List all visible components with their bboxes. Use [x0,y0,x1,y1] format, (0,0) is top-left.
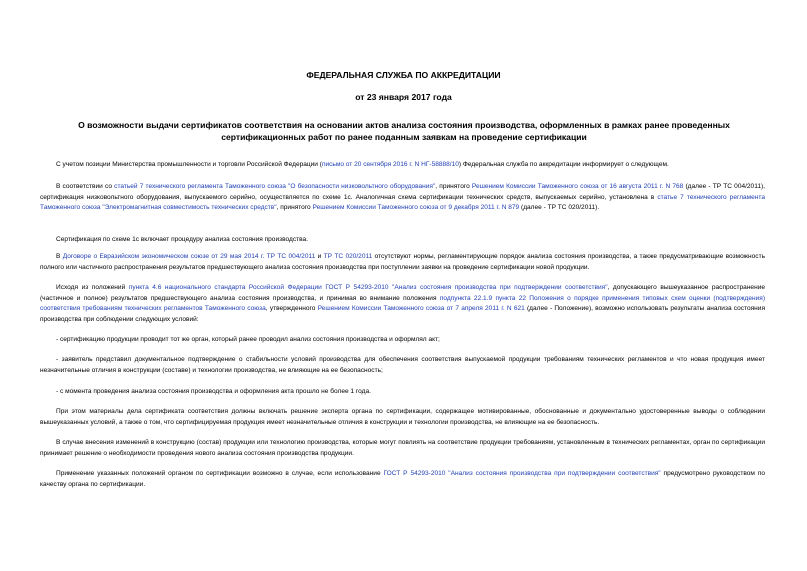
gost-clause-4-6-link[interactable]: пункта 4.6 национального стандарта Российской Федерации ГОСТ Р 54293-2010 "Анализ состояния производства при подтверждении соответствия" [128,284,608,291]
paragraph-text: , принятого [435,183,472,190]
condition-3 [40,387,765,398]
paragraph-text: Применение указанных положений органом по сертификации возможно в случае, если использование [56,470,384,477]
condition-1 [40,335,765,346]
paragraph-text: Исходя из положений [56,284,129,291]
paragraph-text: , допускающего вышеуказанное распространение (частичное и полное) результатов предшествующего анализа состояния производства, и принимая во внимание положения [40,284,765,302]
paragraph-1 [40,160,765,171]
paragraph-text: (далее - Положение), возможно использовать результаты анализа состояния производства при соблюдении следующих условий: [40,305,765,323]
paragraph-text: и [315,253,324,260]
paragraph-11 [40,469,765,490]
paragraph-text: предусмотрено руководством по качеству органа по сертификации. [40,470,766,488]
eaeu-treaty-link[interactable]: Договоре о Евразийском экономическом союзе от 29 мая 2014 г. [62,253,265,260]
gost-54293-link[interactable]: ГОСТ Р 54293-2010 "Анализ состояния производства при подтверждении соответствия" [383,470,661,477]
tr-ts-004-link[interactable]: ТР ТС 004/2011 [266,253,316,260]
document-title: О возможности выдачи сертификатов соответствия на основании актов анализа состояния производства, оформленных в рамках ранее проведенных сертификационных работ по ранее поданным заявкам на проведение сертификации [78,120,730,142]
regulation-004-article-link[interactable]: статьей 7 технического регламента Таможенного союза "О безопасности низковольтного оборудования" [114,183,436,190]
paragraph-5 [40,283,765,325]
paragraph-9 [40,407,765,428]
paragraph-text: - сертификацию продукции проводит тот же орган, который ранее проводил анализ состояния производства и оформлял акт; [56,336,440,343]
paragraph-text: ) Федеральная служба по аккредитации информирует о следующем. [458,161,669,168]
regulation-020-article-link[interactable]: статье 7 технического регламента Таможенного союза "Электромагнитная совместимость технических средств" [40,193,765,211]
document-date: от 23 января 2017 года [355,92,452,102]
paragraph-10 [40,438,765,459]
paragraph-text: - заявитель представил документальное подтверждение о стабильности условий производства для обеспечения соответствия выпускаемой продукции требованиям технических регламентов и что новая продукция имеет незначительные отличия в конструкции (составе) и технологии производства, не влияющие на ее безопасность; [40,356,765,374]
provision-22-1-9-link[interactable]: подпункта 22.1.9 пункта 22 Положения о порядке применения типовых схем оценки (подтверждения) соответствия требованиям технических регламентов Таможенного союза [40,294,765,312]
paragraph-text: В [56,253,63,260]
decision-879-link[interactable]: Решением Комиссии Таможенного союза от 9 декабря 2011 г. N 879 [312,204,520,211]
paragraph-text: отсутствуют нормы, регламентирующие порядок анализа состояния производства, а также предусматривающие возможность полного или частичного распространения результатов предшествующего анализа состояния производства при поступлении заявки на проведение сертификации новой продукции. [40,253,765,271]
paragraph-3 [40,235,765,246]
decision-768-link[interactable]: Решением Комиссии Таможенного союза от 16 августа 2011 г. N 768 [471,183,684,190]
paragraph-text: (далее - ТР ТС 004/2011), сертификация низковольтного оборудования, выпускаемого серийно, осуществляется по схеме 1с. Аналогичная схема сертификации технических средств, выпускаемых серийно, установлена в [40,183,765,201]
letter-link[interactable]: письмо от 20 сентября 2016 г. N НГ-58888/10 [321,161,459,168]
paragraph-text: - с момента проведения анализа состояния производства и оформления акта прошло не более 1 года. [56,388,371,395]
paragraph-text: (далее - ТР ТС 020/2011). [519,204,600,211]
paragraph-text: С учетом позиции Министерства промышленности и торговли Российской Федерации ( [56,161,322,168]
paragraph-text: В соответствии со [56,183,115,190]
paragraph-text: Сертификация по схеме 1с включает процедуру анализа состояния производства. [56,236,308,243]
condition-2 [40,355,765,376]
paragraph-text: , принятого [276,204,313,211]
paragraph-2 [40,182,765,214]
paragraph-text: , утвержденного [265,305,318,312]
paragraph-text: В случае внесения изменений в конструкцию (состав) продукции или технологию производства, которые могут повлиять на соответствие продукции требованиям, установленным в технических регламентах, орган по сертификации принимает решение о необходимости проведения нового анализа состояния производства продукции. [40,439,765,457]
decision-621-link[interactable]: Решением Комиссии Таможенного союза от 7 апреля 2011 г. N 621 [317,305,525,312]
tr-ts-020-link[interactable]: ТР ТС 020/2011 [323,253,373,260]
paragraph-4 [40,252,765,273]
paragraph-text: При этом материалы дела сертификата соответствия должны включать решение эксперта органа по сертификации, содержащее мотивированные, обоснованные и документально удостоверенные выводы о соблюдении вышеуказанных условий, а также о том, что сертифицируемая продукция имеет незначительные отличия в конструкции и технологии производства, не влияющие на ее безопасность. [40,408,765,426]
agency-heading: ФЕДЕРАЛЬНАЯ СЛУЖБА ПО АККРЕДИТАЦИИ [306,70,501,80]
